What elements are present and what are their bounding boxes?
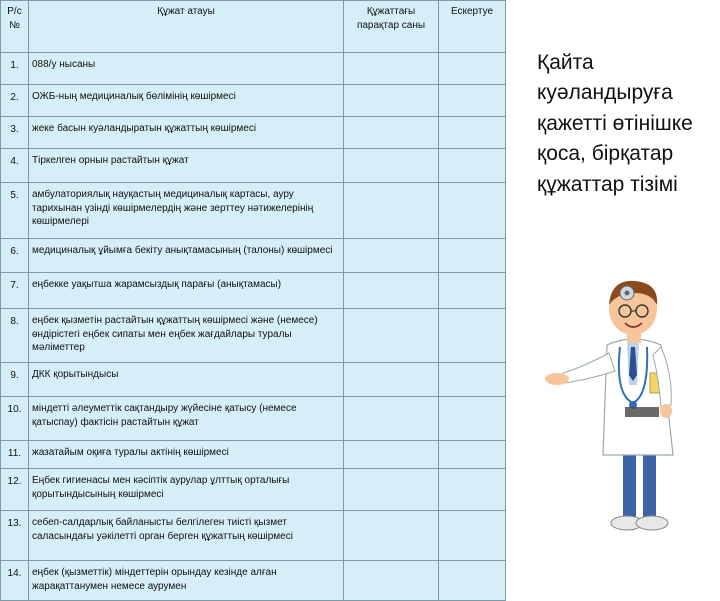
row-document-name: еңбек қызметін растайтын құжаттың көшірмесі және (немесе) өндірістегі еңбек сипаты мен еңбек жағдайлары туралы мәліметтер (29, 309, 344, 363)
row-note (439, 85, 506, 117)
row-number: 7. (1, 273, 29, 309)
row-number: 11. (1, 441, 29, 469)
row-document-name: медициналық ұйымға бекіту анықтамасының (талоны) көшірмесі (29, 239, 344, 273)
row-note (439, 397, 506, 441)
row-note (439, 469, 506, 511)
table-header-row (1, 1, 506, 53)
row-number: 1. (1, 53, 29, 85)
row-number: 4. (1, 149, 29, 183)
row-number: 5. (1, 183, 29, 239)
row-page-count (344, 441, 439, 469)
table-row (1, 561, 506, 601)
row-note (439, 149, 506, 183)
row-note (439, 511, 506, 561)
row-number: 14. (1, 561, 29, 601)
row-document-name: ОЖБ-ның медициналық бөлімінің көшірмесі (29, 85, 344, 117)
table-row (1, 441, 506, 469)
row-number: 2. (1, 85, 29, 117)
page-title: Қайта куәландыруға қажетті өтінішке қоса, бірқатар құжаттар тізімі (537, 51, 693, 196)
row-page-count (344, 239, 439, 273)
table-row (1, 469, 506, 511)
row-document-name: Тіркелген орнын растайтын құжат (29, 149, 344, 183)
row-number: 12. (1, 469, 29, 511)
table-row (1, 397, 506, 441)
row-page-count (344, 511, 439, 561)
row-page-count (344, 149, 439, 183)
row-note (439, 239, 506, 273)
row-note (439, 561, 506, 601)
doctor-cartoon-icon (545, 275, 720, 540)
row-document-name: 088/у нысаны (29, 53, 344, 85)
table-row (1, 273, 506, 309)
header-page-count: Құжаттағы парақтар саны (344, 1, 439, 53)
row-document-name: міндетті әлеуметтік сақтандыру жүйесіне қатысу (немесе қатыспау) фактісін растайтын құжат (29, 397, 344, 441)
row-page-count (344, 183, 439, 239)
row-note (439, 309, 506, 363)
table-row (1, 511, 506, 561)
row-number: 9. (1, 363, 29, 397)
row-number: 3. (1, 117, 29, 149)
row-number: 8. (1, 309, 29, 363)
row-number: 10. (1, 397, 29, 441)
row-document-name: ДКК қорытындысы (29, 363, 344, 397)
row-note (439, 53, 506, 85)
table-row (1, 363, 506, 397)
header-note: Ескертуе (439, 1, 506, 53)
row-page-count (344, 53, 439, 85)
header-number: Р/с № (1, 1, 29, 53)
row-document-name: жазатайым оқиға туралы актінің көшірмесі (29, 441, 344, 469)
row-page-count (344, 397, 439, 441)
table-row (1, 309, 506, 363)
row-document-name: амбулаториялық науқастың медициналық картасы, ауру тарихынан үзінді көшірмелердің және зерттеу нәтижелерінің көшірмелері (29, 183, 344, 239)
row-document-name: жеке басын куәландыратын құжаттың көшірмесі (29, 117, 344, 149)
table-row (1, 53, 506, 85)
row-page-count (344, 363, 439, 397)
row-document-name: себеп-салдарлық байланысты белгілеген тиісті қызмет саласындағы уәкілетті орган берген құжаттың көшірмесі (29, 511, 344, 561)
row-document-name: Еңбек гигиенасы мен кәсіптік аурулар ұлттық орталығы қорытындысының көшірмесі (29, 469, 344, 511)
row-page-count (344, 309, 439, 363)
row-page-count (344, 117, 439, 149)
row-number: 13. (1, 511, 29, 561)
row-note (439, 273, 506, 309)
table-row (1, 239, 506, 273)
row-page-count (344, 561, 439, 601)
table-row (1, 183, 506, 239)
table-row (1, 149, 506, 183)
table-row (1, 117, 506, 149)
row-document-name: еңбекке уақытша жарамсыздық парағы (анықтамасы) (29, 273, 344, 309)
table-row (1, 85, 506, 117)
row-note (439, 183, 506, 239)
row-note (439, 363, 506, 397)
row-number: 6. (1, 239, 29, 273)
row-note (439, 117, 506, 149)
row-page-count (344, 469, 439, 511)
row-page-count (344, 85, 439, 117)
row-note (439, 441, 506, 469)
header-document-name: Құжат атауы (29, 1, 344, 53)
row-document-name: еңбек (қызметтік) міндеттерін орындау кезінде алған жарақаттанумен немесе аурумен (29, 561, 344, 601)
row-page-count (344, 273, 439, 309)
